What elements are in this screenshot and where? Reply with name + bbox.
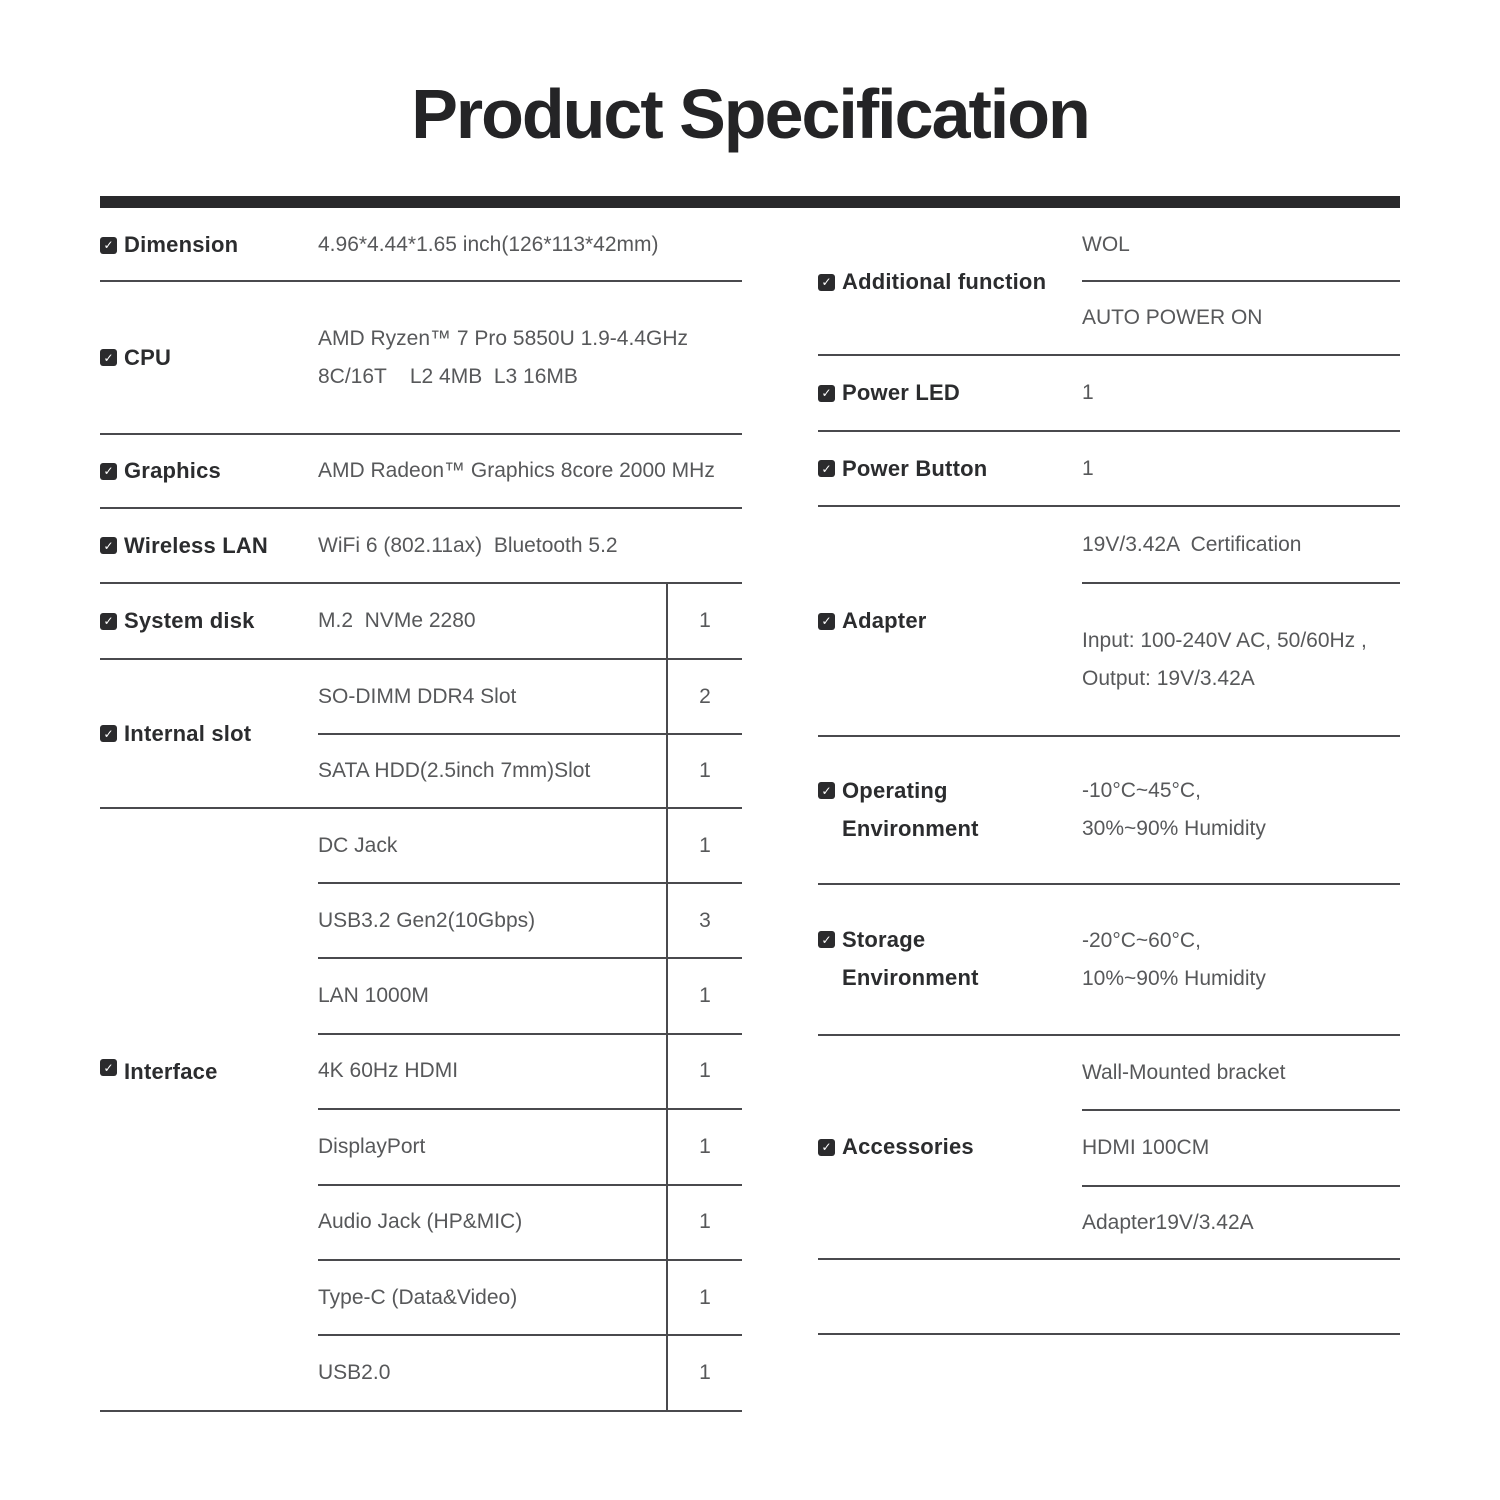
row-label: Internal slot: [124, 720, 252, 746]
row-label-group: [818, 1036, 1082, 1258]
subrow-sata-hdd: [318, 733, 742, 807]
subrow-adapter-item: [1082, 1185, 1400, 1258]
count-value: 3: [666, 884, 742, 957]
spec-block-adapter: [818, 507, 1400, 737]
checkbox-icon: ✓: [818, 1139, 835, 1156]
subrow-type-c: [318, 1259, 742, 1334]
subrow-value: SATA HDD(2.5inch 7mm)Slot: [318, 759, 591, 782]
row-label: Power Button: [842, 455, 988, 481]
row-label-line: Storage: [842, 927, 926, 952]
checkbox-icon: ✓: [818, 460, 835, 477]
subrow-dc-jack: [318, 809, 742, 882]
checkbox-icon: ✓: [818, 931, 835, 948]
subrow-usb32: [318, 882, 742, 957]
count-value: 1: [666, 584, 742, 658]
subrow-value: 4K 60Hz HDMI: [318, 1059, 459, 1083]
subrow-so-dimm: [318, 660, 742, 733]
spec-block-accessories: [818, 1036, 1400, 1260]
checkbox-icon: ✓: [818, 385, 835, 402]
checkbox-icon: ✓: [100, 537, 117, 554]
subrow-value: [1082, 584, 1400, 735]
spec-row-operating-environment: [818, 737, 1400, 885]
row-label: Power LED: [842, 380, 960, 405]
row-label-line: Environment: [842, 816, 979, 841]
checkbox-icon: ✓: [818, 613, 835, 630]
subrow-hdmi-cable: [1082, 1109, 1400, 1185]
subrow-audio-jack: [318, 1184, 742, 1259]
subrow-bracket: [1082, 1036, 1400, 1109]
row-label: Additional function: [842, 269, 1047, 294]
left-spec-table: [100, 210, 742, 1412]
subrow-value: USB2.0: [318, 1361, 391, 1385]
subrow-value: AUTO POWER ON: [1082, 306, 1263, 329]
row-label-group: [818, 737, 1082, 883]
row-value: AMD Radeon™ Graphics 8core 2000 MHz: [318, 459, 715, 482]
subrow-value: Type-C (Data&Video): [318, 1285, 518, 1309]
subrow-value: HDMI 100CM: [1082, 1136, 1210, 1159]
count-value: 1: [666, 735, 742, 807]
row-label-group: [818, 210, 1082, 354]
row-label-group: [100, 509, 318, 582]
page-title: Product Specification: [411, 75, 1089, 153]
row-label: Adapter: [842, 608, 927, 633]
subrow-wol: [1082, 210, 1400, 280]
spec-row-dimension: [100, 210, 742, 282]
row-value: 4.96*4.44*1.65 inch(126*113*42mm): [318, 233, 659, 256]
row-label-group: [100, 282, 318, 433]
subrow-value-line: Output: 19V/3.42A: [1082, 666, 1255, 690]
row-value: M.2 NVMe 2280: [318, 609, 476, 632]
spec-row-wireless-lan: [100, 509, 742, 584]
row-label-group: [100, 210, 318, 280]
row-label-group: [818, 356, 1082, 430]
subrow-value: LAN 1000M: [318, 984, 429, 1008]
count-value: 1: [666, 809, 742, 882]
subrow-value: DC Jack: [318, 833, 398, 857]
row-value: [318, 282, 742, 433]
row-label: Graphics: [124, 458, 221, 483]
checkbox-icon: ✓: [818, 274, 835, 291]
subrow-certification: [1082, 507, 1400, 582]
row-value-line: 30%~90% Humidity: [1082, 817, 1266, 840]
spec-row-graphics: [100, 435, 742, 509]
checkbox-icon: ✓: [100, 1059, 117, 1076]
spec-row-power-button: [818, 432, 1400, 507]
count-value: 1: [666, 959, 742, 1032]
count-value: 1: [666, 1110, 742, 1183]
checkbox-icon: ✓: [100, 613, 117, 630]
subrow-value-line: Input: 100-240V AC, 50/60Hz ,: [1082, 628, 1367, 652]
count-value: 1: [666, 1186, 742, 1259]
sub-rows: [1082, 210, 1400, 354]
checkbox-icon: ✓: [100, 725, 117, 742]
checkbox-icon: ✓: [818, 782, 835, 799]
count-value: 1: [666, 1261, 742, 1334]
row-label-line: Environment: [842, 965, 979, 990]
subrow-input-output: [1082, 582, 1400, 735]
row-label-line: Operating: [842, 778, 948, 803]
sub-rows: [1082, 1036, 1400, 1258]
subrow-value: Adapter19V/3.42A: [1082, 1210, 1254, 1234]
row-label-group: [100, 809, 318, 1410]
row-value: [1082, 885, 1400, 1034]
row-value-line: 8C/16T L2 4MB L3 16MB: [318, 364, 578, 388]
row-label-group: [818, 432, 1082, 505]
spec-block-interface: [100, 809, 742, 1412]
spec-block-internal-slot: [100, 660, 742, 809]
subrow-lan: [318, 957, 742, 1032]
row-value-line: -10°C~45°C,: [1082, 779, 1201, 802]
row-label-group: [100, 435, 318, 507]
subrow-hdmi: [318, 1033, 742, 1108]
checkbox-icon: ✓: [100, 463, 117, 480]
count-value: 2: [666, 660, 742, 733]
spec-block-additional-function: [818, 210, 1400, 356]
subrow-value: Wall-Mounted bracket: [1082, 1060, 1286, 1084]
row-label: [842, 921, 979, 997]
sub-rows: [1082, 507, 1400, 735]
count-value: 1: [666, 1336, 742, 1409]
row-label-group: [100, 660, 318, 807]
row-label: Wireless LAN: [124, 532, 269, 558]
row-value: [1082, 737, 1400, 883]
row-label-group: [818, 507, 1082, 735]
row-label-group: [818, 885, 1082, 1034]
row-value: 1: [1082, 381, 1094, 404]
row-label: CPU: [124, 344, 172, 370]
row-label: [842, 772, 979, 848]
sub-rows: [318, 809, 742, 1410]
subrow-value: DisplayPort: [318, 1134, 426, 1158]
row-label: Dimension: [124, 232, 239, 257]
subrow-displayport: [318, 1108, 742, 1183]
count-value: 1: [666, 1035, 742, 1108]
right-spec-table: [818, 210, 1400, 1335]
subrow-value: 19V/3.42A Certification: [1082, 532, 1302, 556]
row-label-group: [100, 584, 318, 658]
row-value: 1: [1082, 456, 1094, 480]
row-value: WiFi 6 (802.11ax) Bluetooth 5.2: [318, 533, 618, 557]
row-value-line: AMD Ryzen™ 7 Pro 5850U 1.9-4.4GHz: [318, 326, 688, 350]
sub-rows: [318, 660, 742, 807]
subrow-value: SO-DIMM DDR4 Slot: [318, 684, 517, 708]
spec-row-storage-environment: [818, 885, 1400, 1036]
checkbox-icon: ✓: [100, 349, 117, 366]
subrow-value: USB3.2 Gen2(10Gbps): [318, 908, 536, 932]
spec-row-cpu: [100, 282, 742, 435]
subrow-auto-power-on: [1082, 280, 1400, 354]
row-value-line: 10%~90% Humidity: [1082, 966, 1266, 990]
subrow-value: WOL: [1082, 233, 1130, 256]
spec-row-system-disk: [100, 584, 742, 660]
row-label: Interface: [124, 1059, 218, 1084]
title-underline-bar: [100, 196, 1400, 208]
row-value-line: -20°C~60°C,: [1082, 928, 1201, 952]
subrow-value: Audio Jack (HP&MIC): [318, 1210, 523, 1234]
spec-row-empty: [818, 1260, 1400, 1335]
row-label: Accessories: [842, 1134, 974, 1159]
subrow-usb20: [318, 1334, 742, 1409]
checkbox-icon: ✓: [100, 237, 117, 254]
spec-row-power-led: [818, 356, 1400, 432]
row-label: System disk: [124, 608, 255, 633]
